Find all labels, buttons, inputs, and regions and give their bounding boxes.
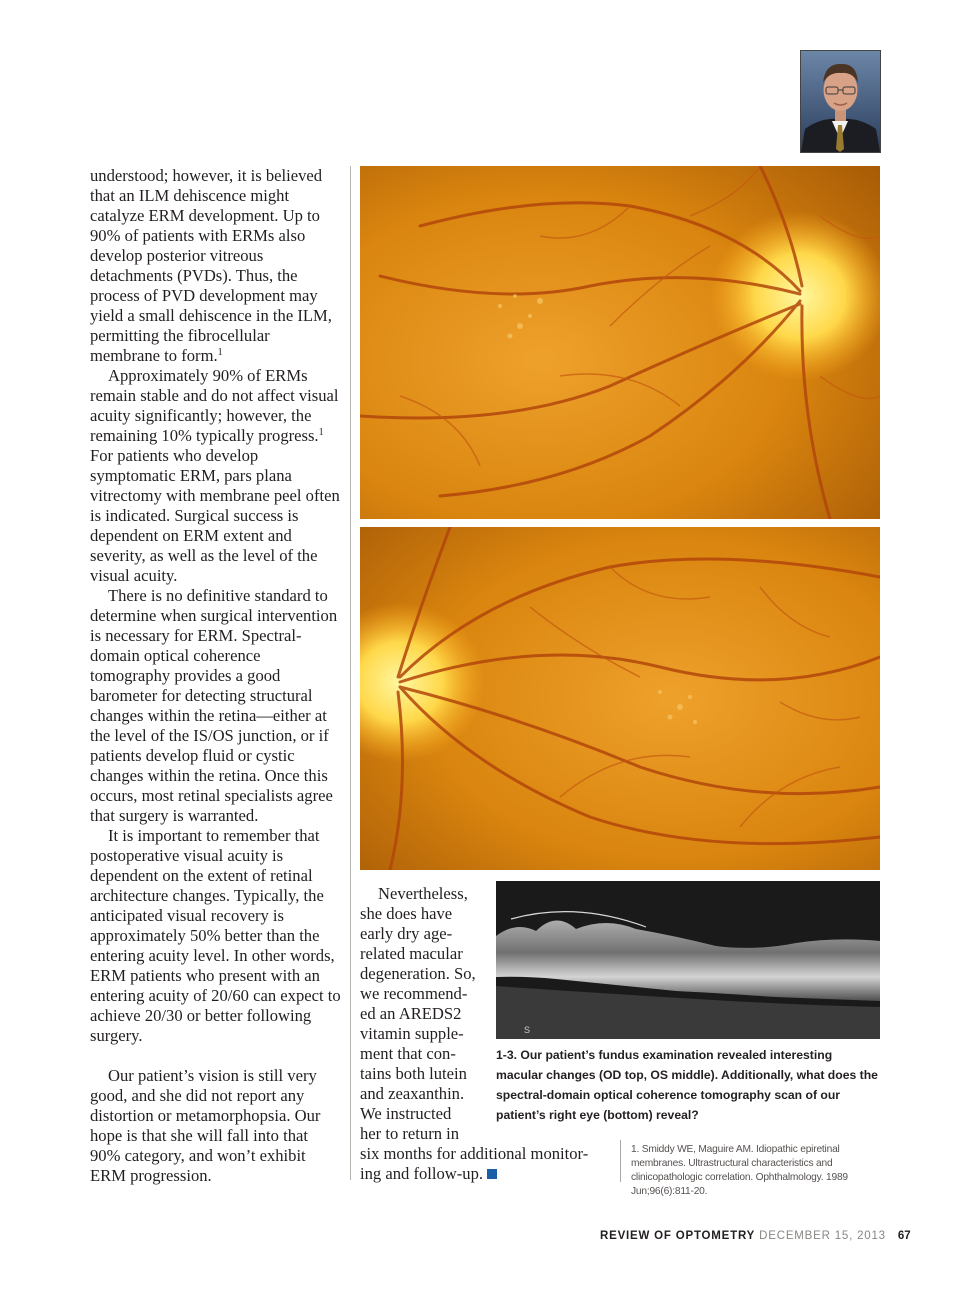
end-of-article-mark: [487, 1169, 497, 1179]
mid-line-8: vitamin supple-: [360, 1024, 464, 1043]
mid-line-2: she does have: [360, 904, 453, 923]
paragraph-ilm-dehiscence: understood; however, it is believed that an ILM dehiscence might catalyze ERM development. Up to 90% of patients with ERMs also develop posterior vitreous detachments (PVDs). Thus, the process of PVD development may yield a small dehiscence in the ILM, permitting the fibrocellular membrane to form.$^1$: [90, 166, 332, 365]
mid-line-6: we recommend-: [360, 984, 468, 1003]
paragraph-erm-stability: Approximately 90% of ERMs remain stable and do not affect visual acuity significantly; however, the remaining 10% typically progress.$^1$ For patients who develop symptomatic ERM, pars plana vitrectomy with membrane peel often is indicated. Surgical success is dependent on ERM extent and severity, as well as the level of the visual acuity.: [90, 366, 340, 585]
figure-caption: 1-3. Our patient’s fundus examination revealed interesting macular changes (OD top, OS middle). Additionally, what does the spectral-domain optical coherence tomography scan of our patient’s right eye (bottom) reveal?: [496, 1048, 878, 1122]
mid-line-13: her to return in: [360, 1124, 460, 1143]
paragraph-postoperative-acuity: It is important to remember that postoperative visual acuity is dependent on the extent of retinal architecture changes. Typically, the anticipated visual recovery is approximately 50% better than the entering acuity level. In other words, ERM patients who present with an entering acuity of 20/60 can expect to achieve 20/30 or better following surgery.: [90, 826, 341, 1045]
mid-line-12: We instructed: [360, 1104, 452, 1123]
oct-label: S: [524, 1025, 531, 1035]
mid-line-11: and zeaxanthin.: [360, 1084, 465, 1103]
page-footer: [600, 1230, 911, 1248]
author-photo: [800, 50, 881, 153]
mid-line-14: six months for additional monitor-: [360, 1144, 589, 1163]
page-number: 67: [897, 1230, 911, 1242]
article-mid-column: [360, 884, 600, 1184]
citation-1: 1: [318, 427, 324, 438]
reference-divider: [620, 1140, 621, 1182]
mid-line-1: Nevertheless,: [378, 884, 468, 903]
mid-line-9: ment that con-: [360, 1044, 456, 1063]
mid-line-5: degeneration. So,: [360, 964, 476, 983]
mid-line-7: ed an AREDS2: [360, 1004, 462, 1023]
column-divider: [350, 166, 351, 1180]
fundus-photo-os: [360, 527, 880, 870]
paragraph-patient-vision: Our patient’s vision is still very good, and she did not report any distortion or metamorphopsia. Our hope is that she will fall into that 90% category, and won’t exhibit ERM progression.: [90, 1066, 321, 1185]
article-left-column: [90, 166, 342, 1186]
publication-name: REVIEW OF OPTOMETRY: [600, 1230, 756, 1242]
reference-list: 1. Smiddy WE, Maguire AM. Idiopathic epiretinal membranes. Ultrastructural characteristics and clinicopathologic correlation. Ophthalmology. 1989 Jun;96(6):811-20.: [631, 1144, 848, 1197]
paragraph-surgical-standard: There is no definitive standard to determine when surgical intervention is necessary for ERM. Spectral-domain optical coherence tomography provides a good barometer for detecting structural changes within the retina—either at the level of the IS/OS junction, or if patients develop fluid or cystic changes within the retina. Once this occurs, most retinal specialists agree that surgery is warranted.: [90, 586, 338, 825]
citation-1: 1: [217, 347, 223, 358]
mid-line-3: early dry age-: [360, 924, 453, 943]
fundus-photo-od: [360, 166, 880, 519]
author-portrait-image: [801, 51, 880, 152]
mid-line-4: related macular: [360, 944, 463, 963]
mid-line-10: tains both lutein: [360, 1064, 467, 1083]
mid-line-15: ing and follow-up.: [360, 1164, 600, 1184]
issue-date: DECEMBER 15, 2013: [759, 1230, 886, 1242]
